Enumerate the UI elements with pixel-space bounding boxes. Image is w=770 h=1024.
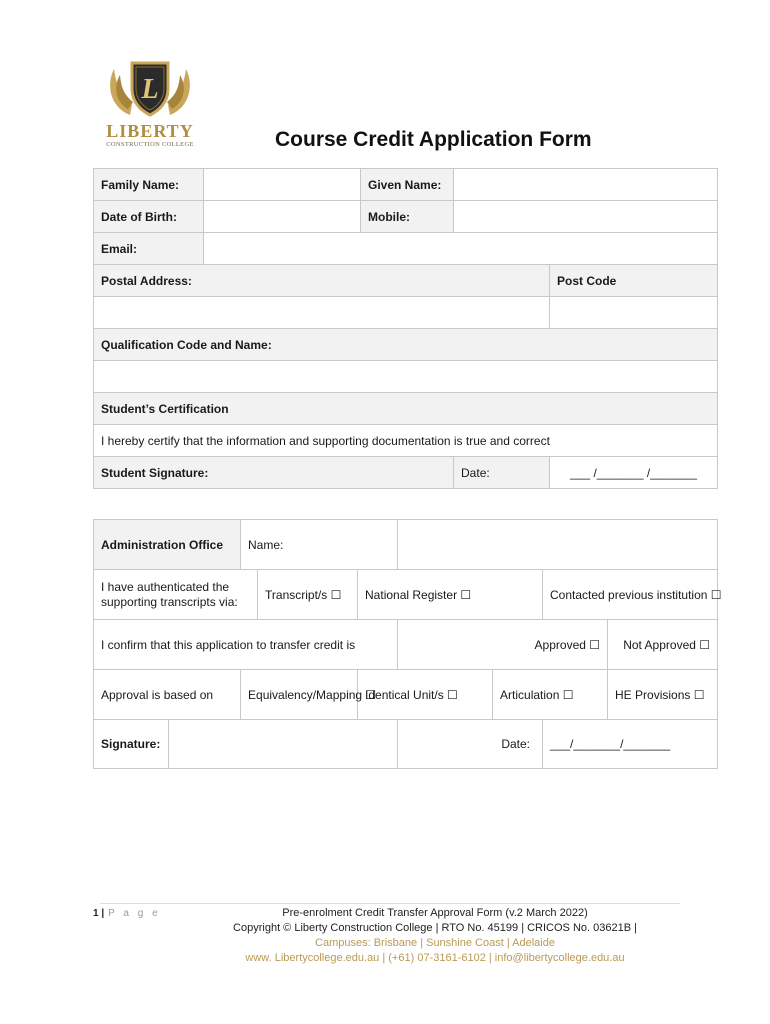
logo-subtitle: CONSTRUCTION COLLEGE (106, 141, 194, 148)
student-signature-label: Student Signature: (94, 457, 454, 489)
admin-signature-label: Signature: (94, 720, 169, 769)
national-register-checkbox[interactable]: National Register ☐ (358, 570, 543, 620)
student-date-field[interactable]: ___ /_______ /_______ (550, 457, 718, 489)
articulation-checkbox[interactable]: Articulation ☐ (493, 670, 608, 720)
family-name-label: Family Name: (94, 169, 204, 201)
given-name-label: Given Name: (361, 169, 454, 201)
page-title: Course Credit Application Form (275, 128, 592, 151)
footer-divider (100, 903, 680, 904)
approved-checkbox[interactable]: Approved ☐ (398, 620, 608, 670)
he-provisions-checkbox[interactable]: HE Provisions ☐ (608, 670, 718, 720)
admin-name-field[interactable] (398, 520, 718, 570)
crest-emblem-icon (100, 55, 200, 119)
postal-address-label: Postal Address: (94, 265, 550, 297)
footer-form-version: Pre-enrolment Credit Transfer Approval Form (v.2 March 2022) (282, 907, 588, 919)
page-number-value: 1 | (93, 908, 105, 919)
authenticated-label: I have authenticated the supporting transcripts via: (94, 570, 258, 620)
not-approved-checkbox[interactable]: Not Approved ☐ (608, 620, 718, 670)
footer-contact[interactable]: www. Libertycollege.edu.au | (+61) 07-3161-6102 | info@libertycollege.edu.au (245, 952, 625, 964)
qualification-field[interactable] (94, 361, 718, 393)
mobile-field[interactable] (454, 201, 718, 233)
post-code-field[interactable] (550, 297, 718, 329)
email-label: Email: (94, 233, 204, 265)
identical-units-checkbox[interactable]: Identical Unit/s ☐ (358, 670, 493, 720)
mobile-label: Mobile: (361, 201, 454, 233)
applicant-details-table (93, 168, 718, 489)
admin-signature-field[interactable] (169, 720, 398, 769)
post-code-label: Post Code (550, 265, 718, 297)
student-date-label: Date: (454, 457, 550, 489)
logo-name: LIBERTY (106, 121, 194, 141)
certification-heading: Student’s Certification (94, 393, 718, 425)
admin-date-label: Date: (398, 720, 543, 769)
admin-office-table (93, 519, 722, 769)
college-logo (100, 55, 200, 155)
given-name-field[interactable] (454, 169, 718, 201)
admin-name-label: Name: (241, 520, 398, 570)
postal-address-field[interactable] (94, 297, 550, 329)
email-field[interactable] (204, 233, 718, 265)
svg-text:L: L (141, 74, 159, 105)
admin-office-label: Administration Office (94, 520, 241, 570)
equivalency-checkbox[interactable]: Equivalency/Mapping ☐ (241, 670, 358, 720)
dob-label: Date of Birth: (94, 201, 204, 233)
transcripts-checkbox[interactable]: Transcript/s ☐ (258, 570, 358, 620)
approval-based-label: Approval is based on (94, 670, 241, 720)
footer-campuses: Campuses: Brisbane | Sunshine Coast | Adelaide (315, 937, 555, 949)
admin-date-field[interactable]: ___/_______/_______ (543, 720, 718, 769)
footer-copyright: Copyright © Liberty Construction College | RTO No. 45199 | CRICOS No. 03621B | (233, 922, 637, 934)
confirm-label: I confirm that this application to transfer credit is (94, 620, 398, 670)
contacted-institution-checkbox[interactable]: Contacted previous institution ☐ (543, 570, 718, 620)
dob-field[interactable] (204, 201, 361, 233)
family-name-field[interactable] (204, 169, 361, 201)
certification-text: I hereby certify that the information and supporting documentation is true and correct (94, 425, 718, 457)
qualification-label: Qualification Code and Name: (94, 329, 718, 361)
page-word: P a g e (108, 908, 161, 919)
